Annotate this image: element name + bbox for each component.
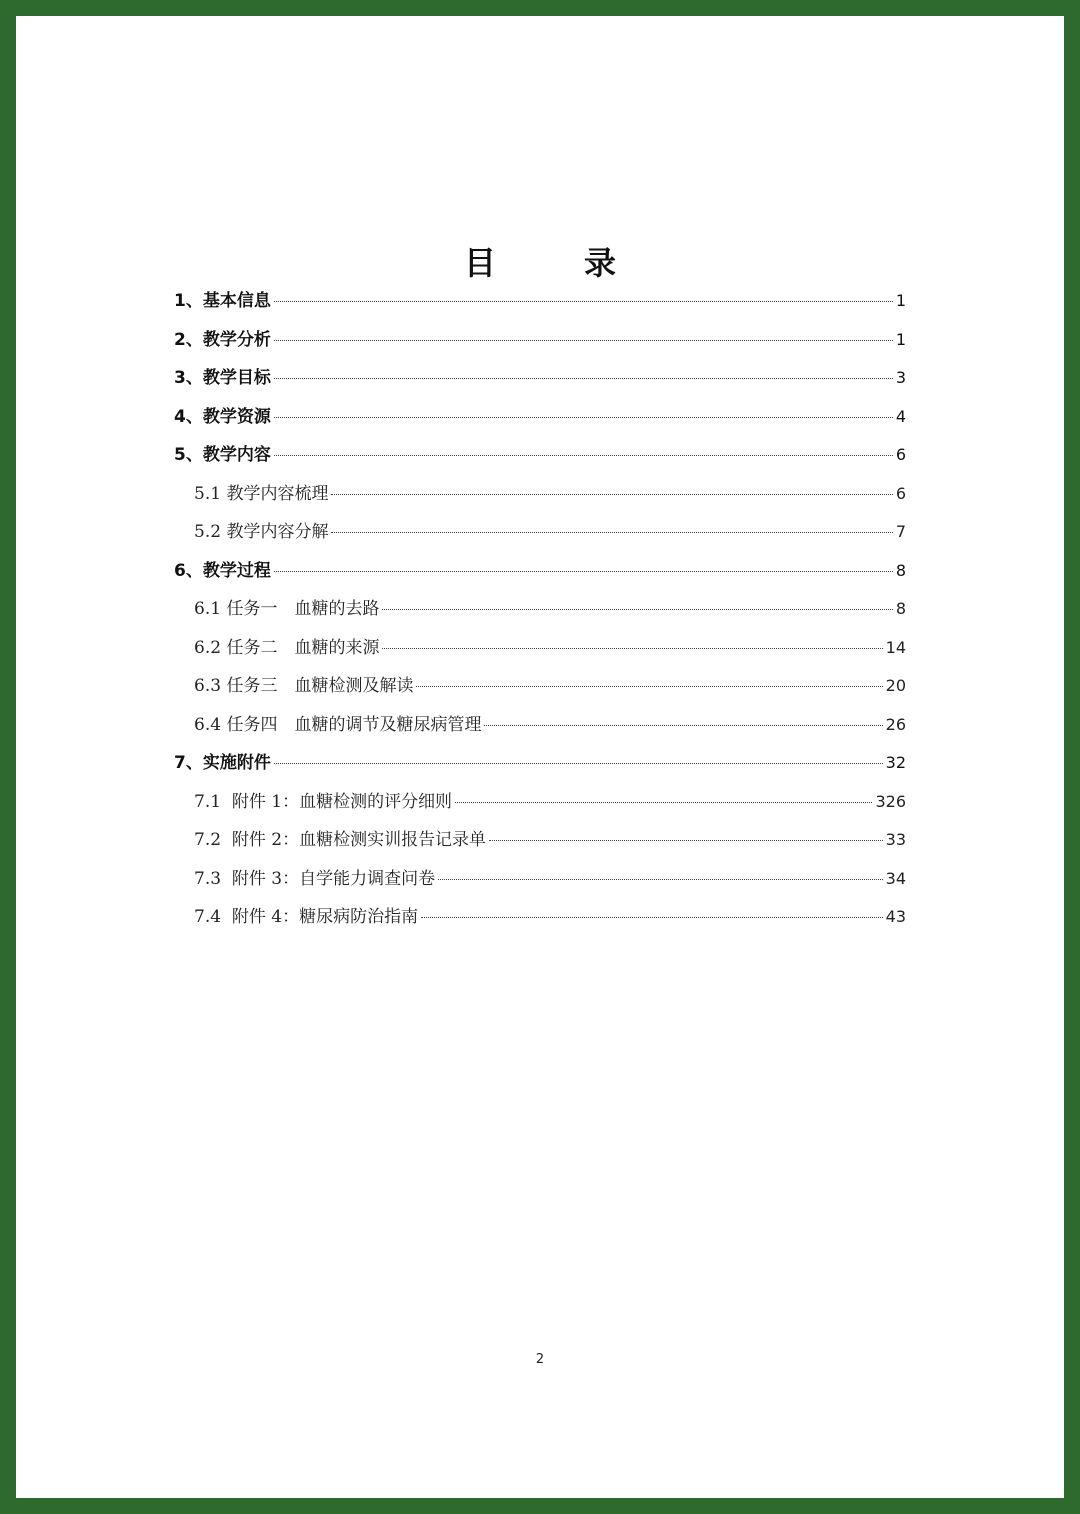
toc-subentry[interactable] [174, 667, 906, 706]
toc-dot-leader [421, 917, 883, 918]
document-page [16, 16, 1064, 1498]
toc-entry-label: 7.1 附件 1：血糖检测的评分细则 [194, 791, 453, 812]
toc-entry-label: 7、实施附件 [174, 753, 271, 773]
toc-entry[interactable] [174, 398, 906, 437]
toc-entry-label: 7.2 附件 2：血糖检测实训报告记录单 [194, 830, 487, 850]
toc-entry-page: 6 [895, 483, 906, 503]
toc-entry-label: 1、基本信息 [174, 291, 271, 311]
toc-entry-label: 2、教学分析 [174, 329, 271, 350]
toc-entry-label: 7.4 附件 4：糖尿病防治指南 [194, 907, 419, 927]
toc-dot-leader [274, 340, 893, 341]
toc-entry-page: 8 [895, 560, 906, 580]
toc-dot-leader [484, 725, 882, 726]
toc-entry-label: 5.2 教学内容分解 [194, 522, 329, 542]
toc-entry[interactable] [174, 436, 906, 475]
toc-entry[interactable] [174, 552, 906, 591]
toc-dot-leader [274, 301, 893, 302]
toc-dot-leader [382, 648, 882, 649]
toc-dot-leader [382, 609, 892, 610]
toc-dot-leader [274, 455, 893, 456]
toc-dot-leader [331, 532, 892, 533]
toc-entry[interactable] [174, 744, 906, 783]
toc-entry-label: 4、教学资源 [174, 406, 271, 427]
toc-entry-page: 32 [885, 753, 906, 772]
toc-entry[interactable] [174, 282, 906, 321]
toc-entry[interactable] [174, 359, 906, 398]
toc-subentry[interactable] [174, 898, 906, 937]
toc-entry-page: 26 [885, 714, 906, 734]
toc-entry-page: 3 [895, 368, 906, 387]
toc-subentry[interactable] [174, 590, 906, 629]
toc-entry-page: 8 [895, 599, 906, 618]
toc-entry-label: 3、教学目标 [174, 368, 271, 388]
toc-entry-page: 7 [895, 522, 906, 541]
toc-dot-leader [274, 571, 893, 572]
page-number: 2 [535, 1352, 545, 1367]
toc-entry-page: 34 [885, 868, 906, 888]
toc-list [174, 282, 906, 937]
toc-subentry[interactable] [174, 783, 906, 822]
toc-subentry[interactable] [174, 821, 906, 860]
toc-dot-leader [438, 879, 883, 880]
toc-subentry[interactable] [174, 706, 906, 745]
toc-entry-label: 6.4 任务四 血糖的调节及糖尿病管理 [194, 714, 482, 735]
toc-dot-leader [274, 763, 883, 764]
toc-subentry[interactable] [174, 629, 906, 668]
toc-dot-leader [489, 840, 883, 841]
toc-entry-page: 33 [885, 830, 906, 849]
toc-dot-leader [274, 378, 893, 379]
toc-entry-label: 5、教学内容 [174, 445, 271, 465]
toc-subentry[interactable] [174, 513, 906, 552]
toc-entry-page: 20 [885, 676, 906, 695]
toc-subentry[interactable] [174, 860, 906, 899]
toc-subentry[interactable] [174, 475, 906, 514]
toc-entry-page: 326 [875, 791, 906, 811]
toc-dot-leader [455, 802, 872, 803]
toc-entry-label: 6.2 任务二 血糖的来源 [194, 637, 380, 658]
toc-entry-label: 5.1 教学内容梳理 [194, 483, 329, 504]
toc-entry-page: 1 [895, 329, 906, 349]
toc-dot-leader [274, 417, 893, 418]
toc-title: 目 录 [463, 244, 644, 282]
toc-entry-label: 6.1 任务一 血糖的去路 [194, 599, 380, 619]
toc-entry-page: 14 [885, 637, 906, 657]
toc-entry-page: 4 [895, 406, 906, 426]
toc-entry-label: 6.3 任务三 血糖检测及解读 [194, 676, 414, 696]
toc-entry-page: 43 [885, 907, 906, 926]
toc-dot-leader [331, 494, 892, 495]
toc-dot-leader [416, 686, 882, 687]
toc-entry-label: 7.3 附件 3：自学能力调查问卷 [194, 868, 436, 889]
toc-entry-label: 6、教学过程 [174, 560, 271, 581]
toc-entry-page: 1 [895, 291, 906, 310]
toc-entry[interactable] [174, 321, 906, 360]
toc-entry-page: 6 [895, 445, 906, 464]
